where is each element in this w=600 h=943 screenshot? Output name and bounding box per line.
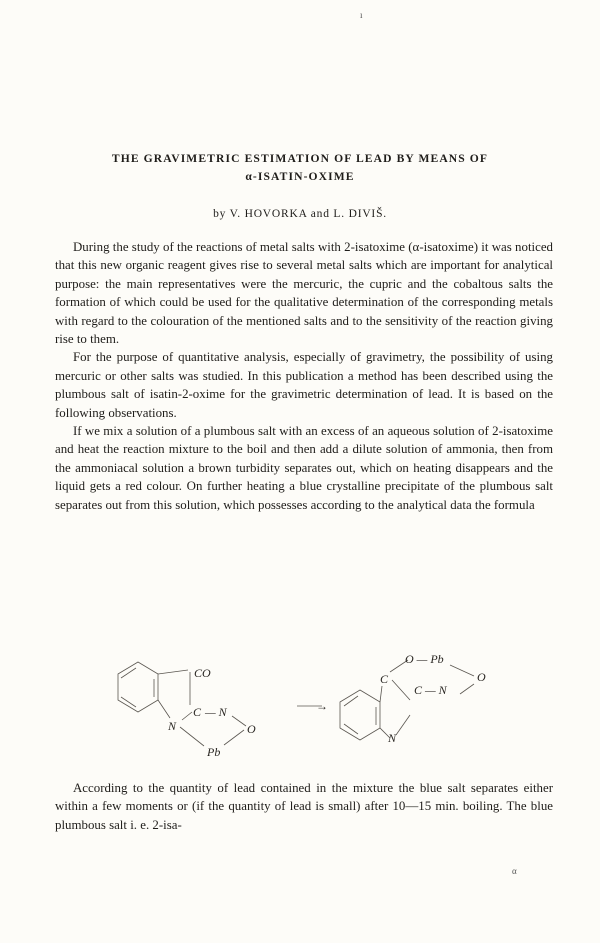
bond	[121, 668, 136, 678]
paper-authors: by V. HOVORKA and L. DIVIŠ.	[213, 208, 387, 220]
label-n-bond: — N	[205, 705, 227, 719]
label-o-right: O	[477, 670, 486, 684]
bond	[344, 724, 358, 734]
paragraph-4: According to the quantity of lead contained in the mixture the blue salt separates either within a few moments or (if the quantity of lead is small) after 10—15 min. boiling. The blue plumbous salt i. e. 2-isa-	[55, 781, 553, 832]
bond	[344, 696, 358, 706]
title-line-2: α-ISATIN-OXIME	[245, 170, 355, 183]
bond	[396, 715, 410, 735]
label-o: O	[247, 722, 256, 736]
paragraph-2: For the purpose of quantitative analysis, especially of gravimetry, the possibility of using mercuric or other salts was studied. In this publication a method has been described using the plumbous salt of isatin-2-oxime for the gravimetric determination of lead. It is based on the following observations.	[55, 350, 553, 420]
bond	[392, 680, 410, 700]
body-text-bottom	[55, 779, 553, 834]
formula-right	[340, 660, 474, 740]
label-c-n: C — N	[414, 683, 447, 697]
header-mark: ı	[360, 10, 363, 20]
paragraph-3: If we mix a solution of a plumbous salt with an excess of an aqueous solution of 2-isatoxime and heat the reaction mixture to the boil and then add a dilute solution of ammonia, then from the ammoniacal solution a brown turbidity separates out, which on heating disappears and the liquid gets a red colour. On further heating a blue crystalline precipitate of the plumbous salt separates out from this solution, which possesses according to the analytical data the formula	[55, 424, 553, 512]
bond	[121, 697, 136, 707]
label-n-ring-right: N	[388, 731, 397, 745]
label-pb: Pb	[207, 745, 221, 759]
reaction-arrow: →	[316, 699, 328, 713]
bond	[450, 665, 474, 676]
bond	[158, 700, 170, 718]
title-line-1: THE GRAVIMETRIC ESTIMATION OF LEAD BY MEANS OF	[111, 152, 489, 165]
label-c-top: C	[380, 672, 389, 686]
label-co: CO	[194, 666, 211, 680]
bond	[460, 684, 474, 694]
footer-mark: α	[512, 866, 517, 876]
label-o-pb: O — Pb	[405, 652, 444, 666]
formula-left	[118, 662, 246, 746]
benzene-ring-left	[118, 662, 158, 712]
benzene-ring-right	[340, 690, 380, 740]
bond	[224, 730, 244, 745]
bond	[380, 686, 382, 702]
bond	[158, 670, 188, 674]
label-c: C	[193, 705, 202, 719]
label-n-ring: N	[168, 719, 177, 733]
bond	[232, 716, 246, 726]
bond	[180, 727, 204, 746]
bond	[182, 712, 192, 720]
paragraph-1: During the study of the reactions of metal salts with 2-isatoxime (α-isatoxime) it was noticed that this new organic reagent gives rise to several metal salts which are important for analytical purpose: the main representatives were the mercuric, the cupric and the cobaltous salts the formation of which could be used for the qualitative determination of the corresponding metals with regard to the colouration of the mentioned salts and to the sensitivity of the reaction giving rise to them.	[55, 240, 553, 347]
